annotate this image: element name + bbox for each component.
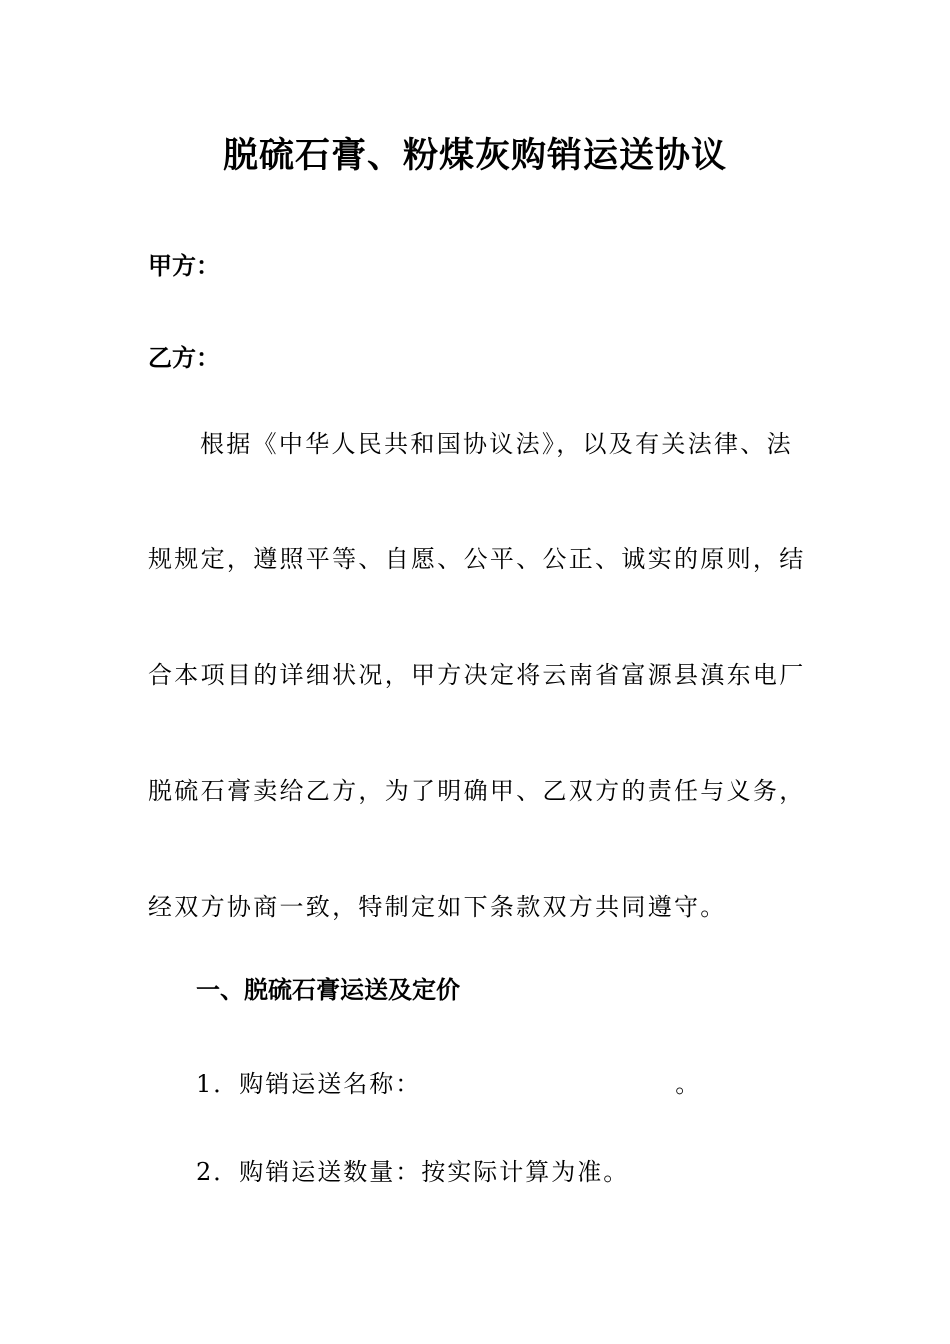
section-1-item-2: 2．购销运送数量：按实际计算为准。 <box>196 1158 630 1186</box>
preamble-line-5: 经双方协商一致，特制定如下条款双方共同遵守。 <box>148 893 727 921</box>
preamble-line-3: 合本项目的详细状况，甲方决定将云南省富源县滇东电厂 <box>148 661 806 689</box>
party-b-label: 乙方： <box>148 343 220 372</box>
preamble-line-2: 规规定，遵照平等、自愿、公平、公正、诚实的原则，结 <box>148 545 806 573</box>
section-1-item-1 <box>196 1064 701 1099</box>
section-1-heading: 一、脱硫石膏运送及定价 <box>196 975 460 1004</box>
preamble-line-1: 根据《中华人民共和国协议法》，以及有关法律、法 <box>200 430 793 458</box>
item-1-end: 。 <box>675 1070 702 1098</box>
item-1-label: 1．购销运送名称： <box>196 1070 422 1098</box>
party-a-label: 甲方： <box>148 251 220 280</box>
document-title: 脱硫石膏、粉煤灰购销运送协议 <box>222 135 727 176</box>
preamble-line-4: 脱硫石膏卖给乙方，为了明确甲、乙双方的责任与义务， <box>148 777 806 805</box>
